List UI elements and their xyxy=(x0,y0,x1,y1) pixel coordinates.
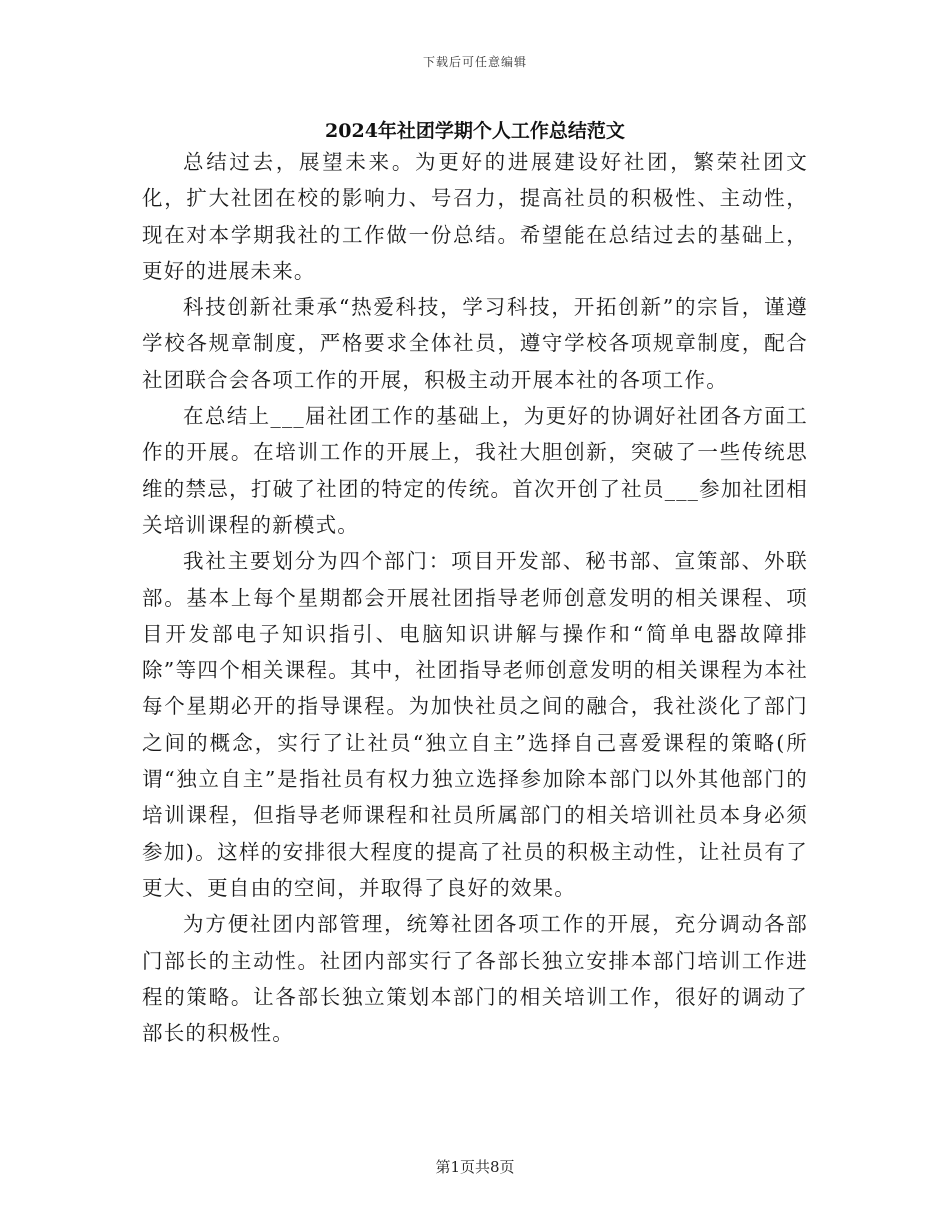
paragraph-1: 总结过去，展望未来。为更好的进展建设好社团，繁荣社团文化，扩大社团在校的影响力、号召力，提高社员的积极性、主动性，现在对本学期我社的工作做一份总结。希望能在总结过去的基础上，更好的进展未来。 xyxy=(142,150,808,283)
paragraph-3: 在总结上___届社团工作的基础上，为更好的协调好社团各方面工作的开展。在培训工作的开展上，我社大胆创新，突破了一些传统思维的禁忌，打破了社团的特定的传统。首次开创了社员___参加社团相关培训课程的新模式。 xyxy=(142,404,808,537)
document-title: 2024年社团学期个人工作总结范文 xyxy=(325,120,625,142)
paragraph-2: 科技创新社秉承“热爱科技，学习科技，开拓创新”的宗旨，谨遵学校各规章制度，严格要求全体社员，遵守学校各项规章制度，配合社团联合会各项工作的开展，积极主动开展本社的各项工作。 xyxy=(142,295,808,392)
page-number-footer: 第1页共8页 xyxy=(435,1158,515,1176)
paragraph-5: 为方便社团内部管理，统筹社团各项工作的开展，充分调动各部门部长的主动性。社团内部实行了各部长独立安排本部门培训工作进程的策略。让各部长独立策划本部门的相关培训工作，很好的调动了部长的积极性。 xyxy=(142,912,808,1046)
document-body xyxy=(142,144,808,1051)
header-note: 下载后可任意编辑 xyxy=(422,55,527,69)
paragraph-4: 我社主要划分为四个部门：项目开发部、秘书部、宣策部、外联部。基本上每个星期都会开展社团指导老师创意发明的相关课程、项目开发部电子知识指引、电脑知识讲解与操作和“简单电器故障排除”等四个相关课程。其中，社团指导老师创意发明的相关课程为本社每个星期必开的指导课程。为加快社员之间的融合，我社淡化了部门之间的概念，实行了让社员“独立自主”选择自己喜爱课程的策略(所谓“独立自主”是指社员有权力独立选择参加除本部门以外其他部门的培训课程，但指导老师课程和社员所属部门的相关培训社员本身必须参加)。这样的安排很大程度的提高了社员的积极主动性，让社员有了更大、更自由的空间，并取得了良好的效果。 xyxy=(142,549,808,900)
